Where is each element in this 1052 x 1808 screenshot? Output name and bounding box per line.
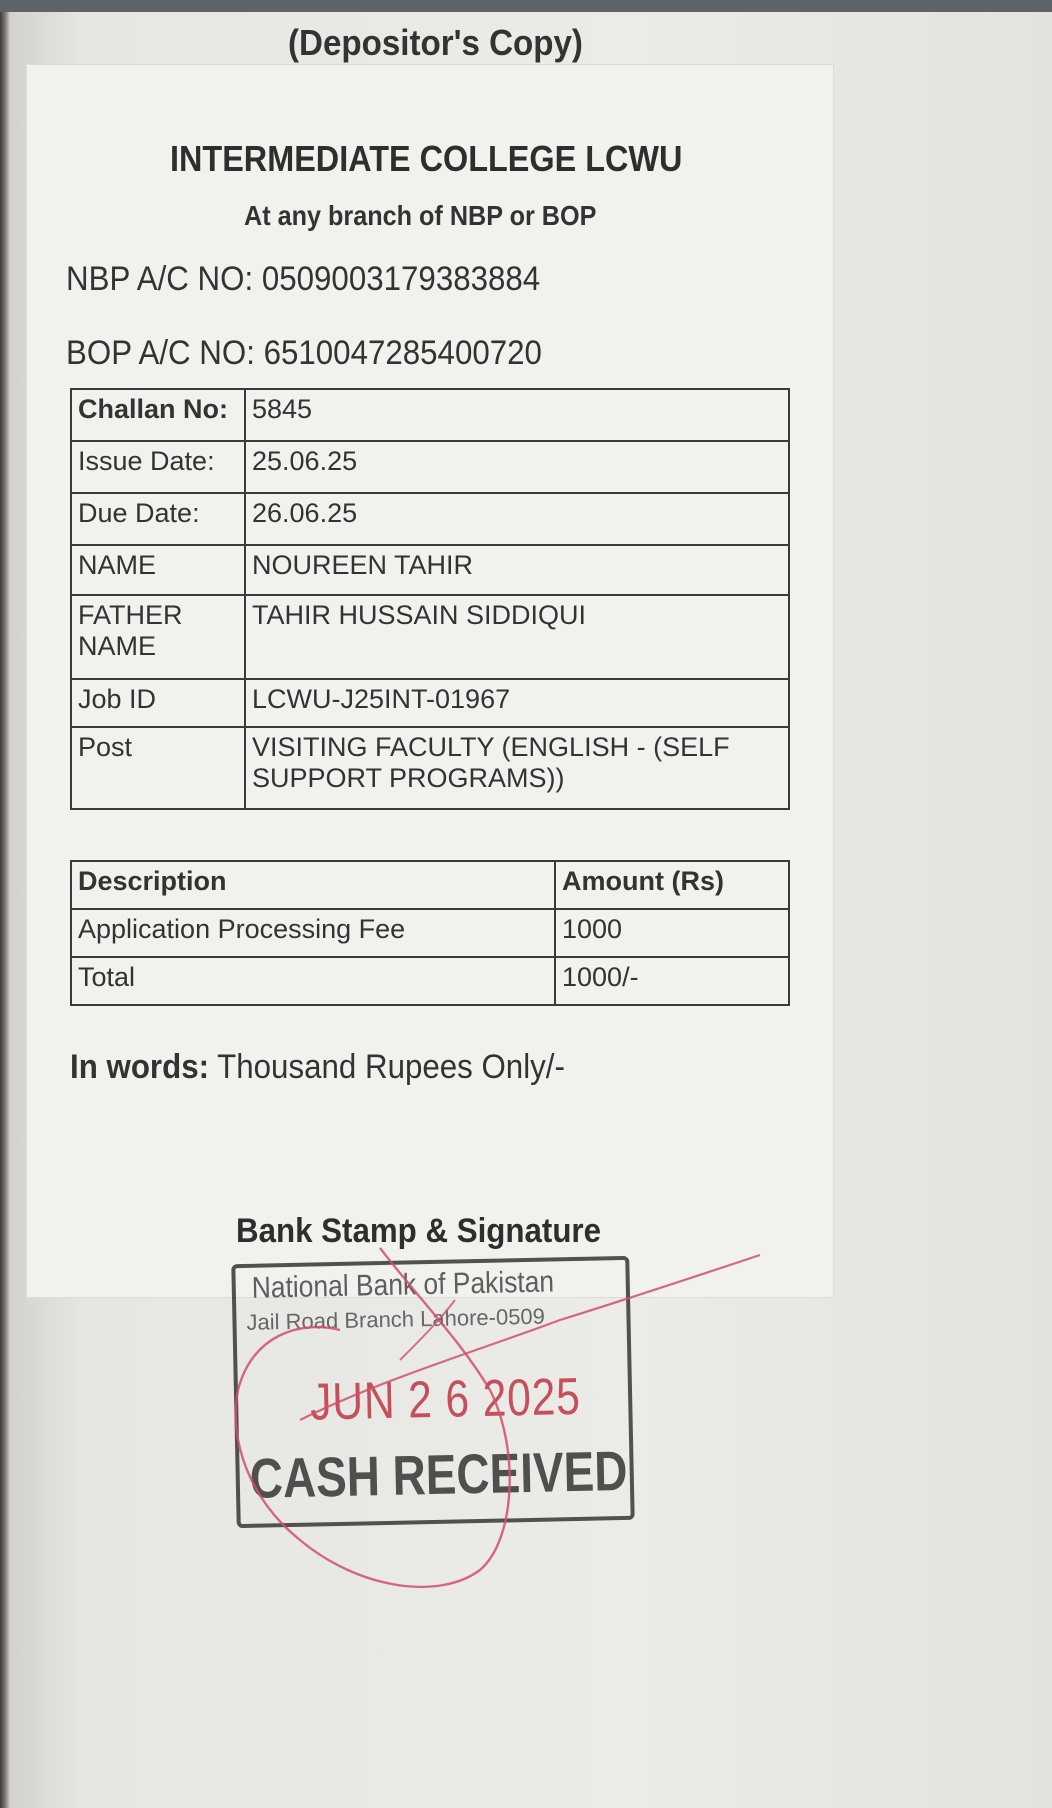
father-name-value: TAHIR HUSSAIN SIDDIQUI: [245, 595, 789, 679]
stamp-cash-received: CASH RECEIVED: [249, 1438, 628, 1510]
table-row: [71, 727, 789, 809]
fee-table: [70, 860, 790, 1006]
issue-date-value: 25.06.25: [245, 441, 789, 493]
table-row: [71, 545, 789, 595]
bank-stamp: [231, 1256, 634, 1528]
father-name-label: FATHER NAME: [71, 595, 245, 679]
in-words-value: Thousand Rupees Only/-: [217, 1048, 565, 1086]
copy-label: (Depositor's Copy): [288, 22, 583, 63]
nbp-account-number: NBP A/C NO: 0509003179383884: [66, 260, 541, 298]
top-edge: [0, 0, 1052, 12]
amount-header: Amount (Rs): [555, 861, 789, 909]
fee-amount: 1000: [555, 909, 789, 957]
stamp-branch: Jail Road Branch Lahore-0509: [246, 1303, 546, 1335]
issue-date-label: Issue Date:: [71, 441, 245, 493]
table-row: [71, 493, 789, 545]
amount-in-words: [70, 1048, 565, 1087]
post-label: Post: [71, 727, 245, 809]
challan-no-label: Challan No:: [71, 389, 245, 441]
description-header: Description: [71, 861, 555, 909]
in-words-label: In words:: [70, 1048, 210, 1086]
table-header-row: [71, 861, 789, 909]
total-amount: 1000/-: [555, 957, 789, 1005]
stamp-heading: Bank Stamp & Signature: [236, 1212, 602, 1250]
table-row: [71, 679, 789, 727]
post-value: VISITING FACULTY (ENGLISH - (SELF SUPPORT PROGRAMS)): [245, 727, 789, 809]
table-row: [71, 595, 789, 679]
left-shadow-edge: [0, 12, 10, 1808]
bop-account-number: BOP A/C NO: 6510047285400720: [66, 334, 542, 372]
college-title: INTERMEDIATE COLLEGE LCWU: [170, 138, 683, 179]
table-row: [71, 957, 789, 1005]
name-label: NAME: [71, 545, 245, 595]
job-id-label: Job ID: [71, 679, 245, 727]
due-date-value: 26.06.25: [245, 493, 789, 545]
due-date-label: Due Date:: [71, 493, 245, 545]
challan-details-table: [70, 388, 790, 810]
name-value: NOUREEN TAHIR: [245, 545, 789, 595]
table-row: [71, 441, 789, 493]
stamp-bank-name: National Bank of Pakistan: [251, 1265, 555, 1305]
table-row: [71, 909, 789, 957]
total-label: Total: [71, 957, 555, 1005]
stamp-date: JUN 2 6 2025: [309, 1367, 582, 1432]
branch-line: At any branch of NBP or BOP: [244, 200, 597, 231]
challan-no-value: 5845: [245, 389, 789, 441]
fee-description: Application Processing Fee: [71, 909, 555, 957]
table-row: [71, 389, 789, 441]
job-id-value: LCWU-J25INT-01967: [245, 679, 789, 727]
